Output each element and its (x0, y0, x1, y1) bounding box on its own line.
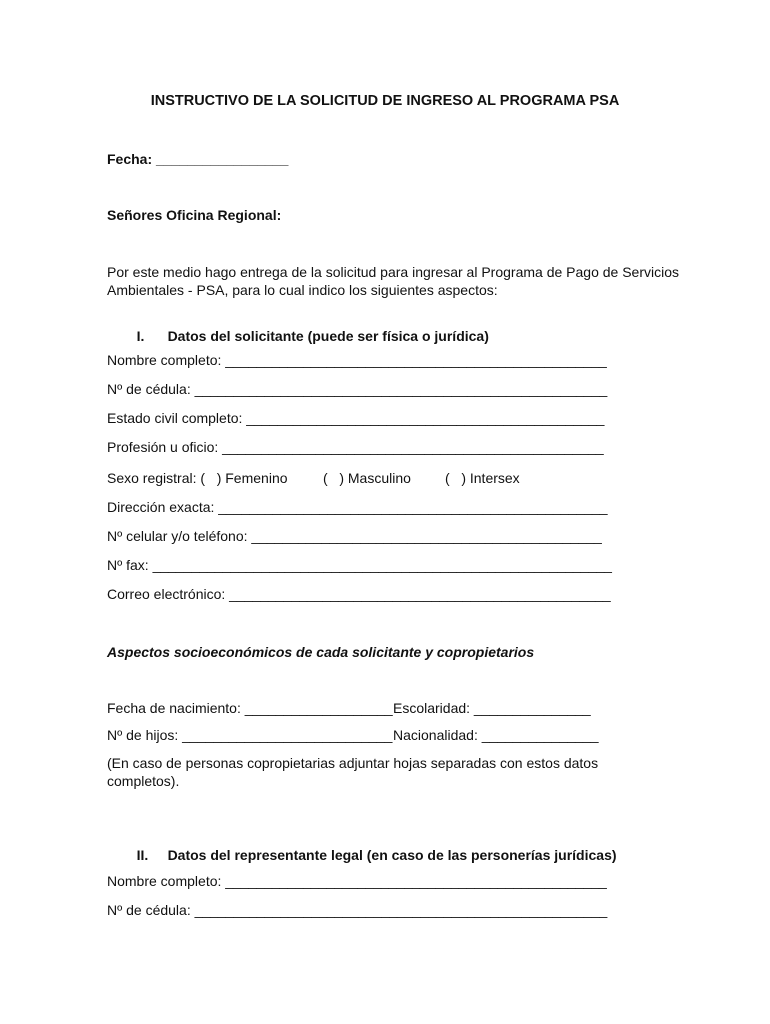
section-1-number: I. (136, 328, 145, 344)
field-fecha-nacimiento[interactable]: Fecha de nacimiento: ___________________ (107, 700, 393, 716)
field-rep-cedula[interactable]: Nº de cédula: _____________________________________________________ (107, 902, 608, 918)
section-1-label: Datos del solicitante (puede ser física o jurídica) (167, 328, 489, 344)
section-2-number: II. (136, 847, 149, 863)
intro-line-1: Por este medio hago entrega de la solicitud para ingresar al Programa de Pago de Servicios (107, 264, 679, 280)
intro-line-2: Ambientales - PSA, para lo cual indico los siguientes aspectos: (107, 282, 498, 298)
sexo-femenino-option[interactable]: Sexo registral: ( ) Femenino (107, 470, 288, 486)
sexo-masculino-option[interactable]: ( ) Masculino (323, 470, 411, 486)
section-2-label: Datos del representante legal (en caso de las personerías jurídicas) (167, 847, 617, 863)
socio-note-line-1: (En caso de personas copropietarias adjuntar hojas separadas con estos datos (107, 755, 599, 771)
field-correo[interactable]: Correo electrónico: _________________________________________________ (107, 586, 611, 602)
field-nacionalidad[interactable]: Nacionalidad: _______________ (393, 727, 599, 743)
fecha-field[interactable]: Fecha: _________________ (107, 151, 289, 167)
field-profesion[interactable]: Profesión u oficio: _________________________________________________ (107, 439, 604, 455)
field-direccion[interactable]: Dirección exacta: __________________________________________________ (107, 499, 608, 515)
field-estado-civil[interactable]: Estado civil completo: ______________________________________________ (107, 410, 605, 426)
field-fax[interactable]: Nº fax: ___________________________________________________________ (107, 557, 612, 573)
sexo-intersex-option[interactable]: ( ) Intersex (445, 470, 520, 486)
field-cedula[interactable]: Nº de cédula: _____________________________________________________ (107, 381, 608, 397)
field-telefono[interactable]: Nº celular y/o teléfono: _____________________________________________ (107, 528, 602, 544)
socio-note-line-2: completos). (107, 773, 180, 789)
field-hijos[interactable]: Nº de hijos: ___________________________ (107, 727, 393, 743)
field-rep-nombre[interactable]: Nombre completo: _________________________________________________ (107, 873, 607, 889)
salutation: Señores Oficina Regional: (107, 207, 282, 223)
socio-heading: Aspectos socioeconómicos de cada solicitante y copropietarios (107, 644, 535, 660)
field-nombre-completo[interactable]: Nombre completo: _________________________________________________ (107, 352, 607, 368)
document-title: INSTRUCTIVO DE LA SOLICITUD DE INGRESO AL PROGRAMA PSA (150, 93, 620, 109)
field-escolaridad[interactable]: Escolaridad: _______________ (393, 700, 591, 716)
